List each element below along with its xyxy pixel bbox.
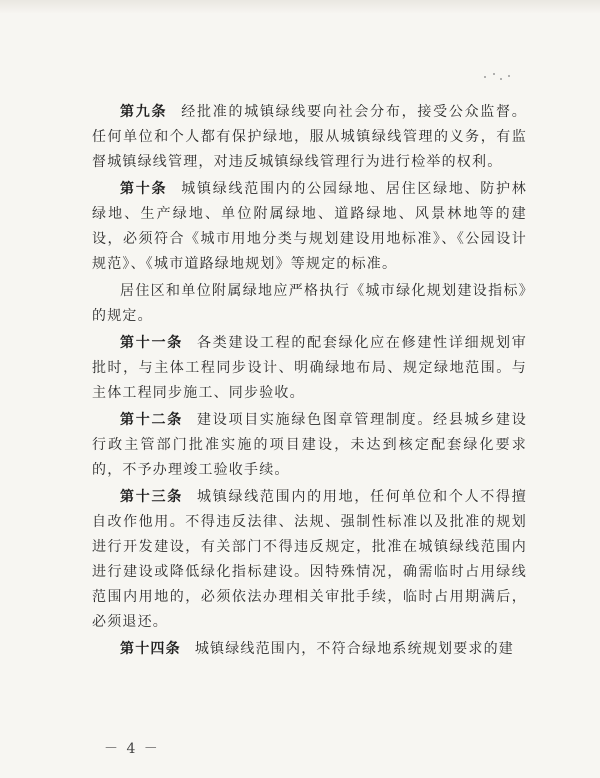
article-text: 城镇绿线范围内的公园绿地、居住区绿地、防护林绿地、生产绿地、单位附属绿地、道路绿地、风景林地等的建设，必须符合《城市用地分类与规划建设用地标准》、《公园设计规范》、《城市道路绿地规划》等规定的标准。 bbox=[92, 181, 527, 272]
page-number: － 4 － bbox=[104, 741, 160, 757]
article-number: 第十条 bbox=[120, 181, 168, 197]
scan-edge-shadow bbox=[0, 0, 600, 14]
article-12 bbox=[92, 408, 527, 483]
article-number: 第九条 bbox=[120, 104, 168, 120]
article-text: 居住区和单位附属绿地应严格执行《城市绿化规划建设指标》的规定。 bbox=[92, 283, 527, 324]
article-number: 第十四条 bbox=[120, 641, 181, 657]
article-text: 城镇绿线范围内，不符合绿地系统规划要求的建 bbox=[194, 641, 515, 657]
article-9 bbox=[92, 100, 527, 175]
scan-speckle bbox=[484, 72, 512, 82]
article-number: 第十二条 bbox=[120, 412, 183, 428]
document-body bbox=[92, 100, 527, 662]
article-10-para-2 bbox=[92, 279, 527, 329]
article-text: 城镇绿线范围内的用地，任何单位和个人不得擅自改作他用。不得违反法律、法规、强制性标准以及批准的规划进行开发建设，有关部门不得违反规定，批准在城镇绿线范围内进行建设或降低绿化指标建设。因特殊情况，确需临时占用绿线范围内用地的，必须依法办理相关审批手续，临时占用期满后，必须退还。 bbox=[92, 489, 527, 630]
article-13 bbox=[92, 485, 527, 635]
article-11 bbox=[92, 331, 527, 406]
article-number: 第十三条 bbox=[120, 489, 183, 505]
article-text: 经批准的城镇绿线要向社会分布，接受公众监督。任何单位和个人都有保护绿地，服从城镇绿线管理的义务，有监督城镇绿线管理，对违反城镇绿线管理行为进行检举的权利。 bbox=[92, 104, 527, 170]
article-10 bbox=[92, 177, 527, 277]
article-number: 第十一条 bbox=[120, 335, 183, 351]
article-text: 各类建设工程的配套绿化应在修建性详细规划审批时，与主体工程同步设计、明确绿地布局、规定绿地范围。与主体工程同步施工、同步验收。 bbox=[92, 335, 527, 401]
article-text: 建设项目实施绿色图章管理制度。经县城乡建设行政主管部门批准实施的项目建设，未达到核定配套绿化要求的，不予办理竣工验收手续。 bbox=[92, 412, 527, 478]
article-14 bbox=[92, 637, 527, 662]
